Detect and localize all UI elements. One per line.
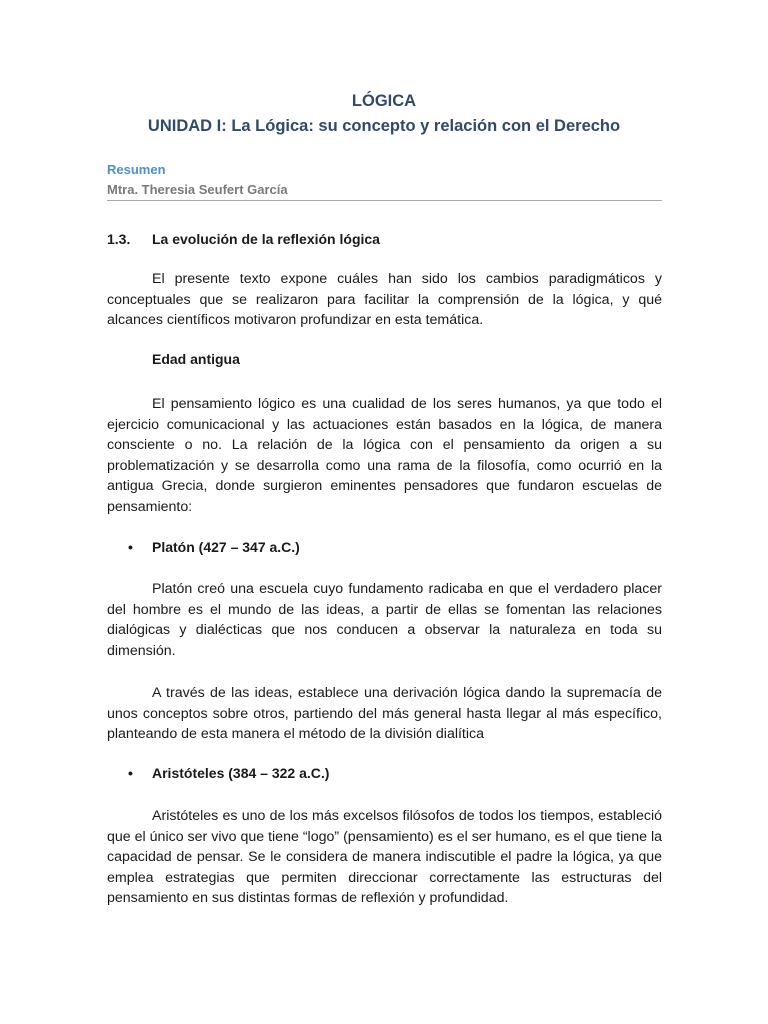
document-title: LÓGICA bbox=[351, 92, 417, 110]
bullet-label: Platón (427 – 347 a.C.) bbox=[152, 539, 300, 555]
bullet-aristoteles bbox=[128, 765, 329, 781]
unit-title: UNIDAD I: La Lógica: su concepto y relación con el Derecho bbox=[147, 117, 621, 135]
header-divider bbox=[107, 200, 662, 201]
paragraph-platon-1: Platón creó una escuela cuyo fundamento radicaba en que el verdadero placer del hombre es el mundo de las ideas, a partir de ellas se fomentan las relaciones dialógicas y dialécticas que nos conducen a observar la naturaleza en toda su dimensión. bbox=[107, 581, 662, 659]
paragraph-aristoteles: Aristóteles es uno de los más excelsos filósofos de todos los tiempos, estableció que el único ser vivo que tiene “logo” (pensamiento) es el ser humano, es el que tiene la capacidad de pensar. Se le considera de manera indiscutible el padre la lógica, ya que emplea estrategias que permiten direccionar correctamente las estructuras del pensamiento en sus distintas formas de reflexión y profundidad. bbox=[107, 808, 662, 907]
subheading-edad-antigua: Edad antigua bbox=[152, 351, 240, 367]
paragraph-platon-2: A través de las ideas, establece una derivación lógica dando la supremacía de unos conceptos sobre otros, partiendo del más general hasta llegar al más específico, planteando de esta manera el método de la división dialítica bbox=[107, 685, 662, 743]
paragraph-intro: El presente texto expone cuáles han sido los cambios paradigmáticos y conceptuales que se realizaron para facilitar la comprensión de la lógica, y qué alcances científicos motivaron profundizar en esta temática. bbox=[107, 271, 662, 329]
bullet-platon bbox=[128, 539, 300, 555]
section-title: La evolución de la reflexión lógica bbox=[152, 231, 380, 247]
bullet-dot-icon: • bbox=[128, 765, 133, 781]
paragraph-pensamiento: El pensamiento lógico es una cualidad de los seres humanos, ya que todo el ejercicio comunicacional y las actuaciones están basados en la lógica, de manera consciente o no. La relación de la lógica con el pensamiento da origen a su problematización y se desarrolla como una rama de la filosofía, como ocurrió en la antigua Grecia, donde surgieron eminentes pensadores que fundaron escuelas de pensamiento: bbox=[107, 396, 662, 515]
section-number: 1.3. bbox=[107, 231, 131, 247]
summary-label: Resumen bbox=[107, 162, 166, 177]
bullet-label: Aristóteles (384 – 322 a.C.) bbox=[152, 765, 330, 781]
author-name: Mtra. Theresia Seufert García bbox=[107, 182, 288, 197]
bullet-dot-icon: • bbox=[128, 539, 133, 555]
